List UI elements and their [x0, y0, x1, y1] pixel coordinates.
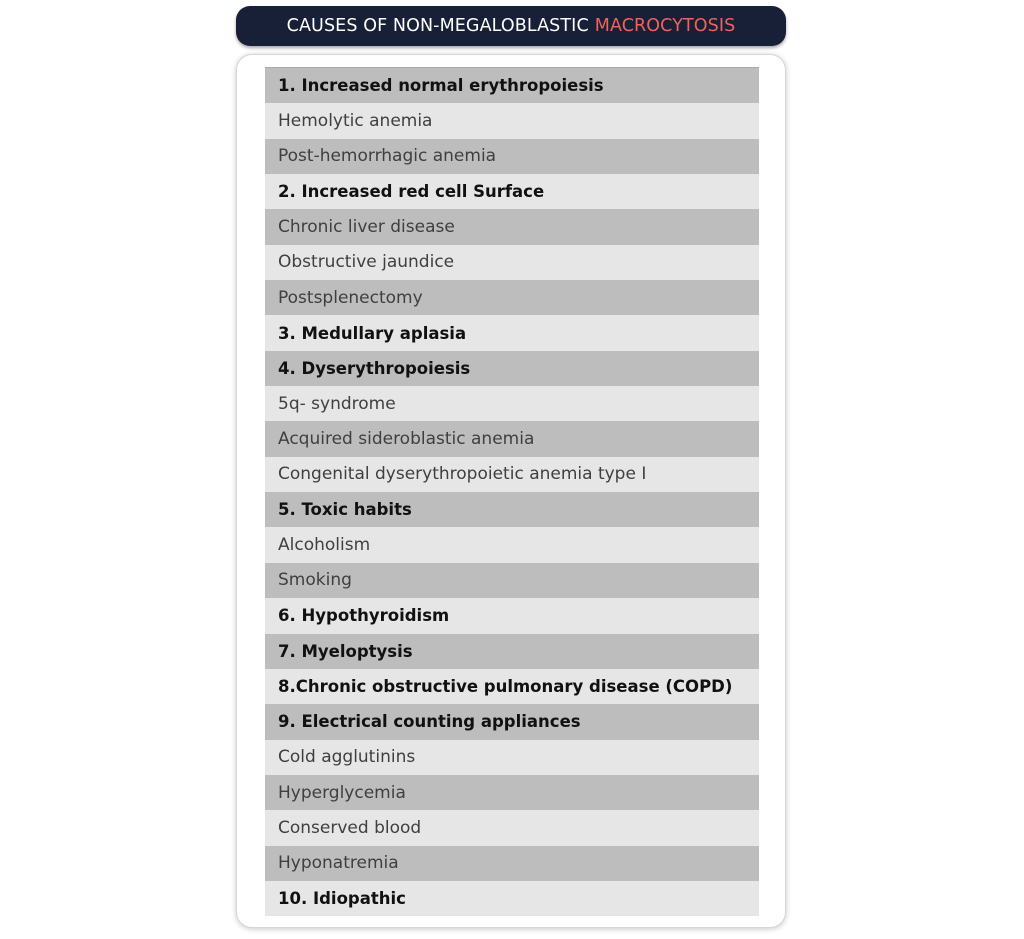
- row-text: 7. Myeloptysis: [278, 641, 413, 661]
- table-row-heading: [265, 598, 759, 633]
- table-row: [265, 563, 759, 598]
- table-row-heading: [265, 351, 759, 386]
- table-row-heading: [265, 492, 759, 527]
- row-text: Chronic liver disease: [278, 217, 455, 238]
- table-row: [265, 245, 759, 280]
- table-row: [265, 740, 759, 775]
- table-row-heading: [265, 669, 759, 704]
- row-text: Smoking: [278, 570, 352, 591]
- table-row-heading: [265, 315, 759, 350]
- row-text: 6. Hypothyroidism: [278, 606, 450, 626]
- row-text: 3. Medullary aplasia: [278, 323, 467, 343]
- table-row-heading: [265, 634, 759, 669]
- table-row: [265, 457, 759, 492]
- row-text: Postsplenectomy: [278, 287, 423, 308]
- table-row: [265, 139, 759, 174]
- row-text: Conserved blood: [278, 817, 422, 838]
- table-row: [265, 103, 759, 138]
- row-text: Post-hemorrhagic anemia: [278, 146, 497, 167]
- title-text: CAUSES OF NON-MEGALOBLASTIC: [286, 16, 589, 36]
- table-row: [265, 421, 759, 456]
- table-row-heading: [265, 174, 759, 209]
- table-row-heading: [265, 68, 759, 103]
- row-text: 2. Increased red cell Surface: [278, 182, 545, 202]
- table-row: [265, 386, 759, 421]
- row-text: 5q- syndrome: [278, 393, 396, 414]
- row-text: 4. Dyserythropoiesis: [278, 358, 471, 378]
- table-row: [265, 846, 759, 881]
- row-text: Hyperglycemia: [278, 782, 406, 803]
- row-text: Hyponatremia: [278, 853, 399, 874]
- table-row: [265, 280, 759, 315]
- table-row: [265, 775, 759, 810]
- table-row: [265, 810, 759, 845]
- row-text: Hemolytic anemia: [278, 111, 433, 132]
- title-banner: [236, 6, 786, 46]
- row-text: 1. Increased normal erythropoiesis: [278, 76, 604, 96]
- row-text: Obstructive jaundice: [278, 252, 455, 273]
- table-row-heading: [265, 881, 759, 916]
- row-text: Congenital dyserythropoietic anemia type I: [278, 464, 647, 485]
- row-text: Cold agglutinins: [278, 747, 416, 768]
- row-text: 9. Electrical counting appliances: [278, 712, 581, 732]
- table-row-heading: [265, 704, 759, 739]
- row-text: 8.Chronic obstructive pulmonary disease (COPD): [278, 677, 733, 697]
- title-accent-text: MACROCYTOSIS: [594, 16, 736, 36]
- row-text: Alcoholism: [278, 535, 371, 556]
- table-row: [265, 209, 759, 244]
- row-text: 10. Idiopathic: [278, 889, 406, 909]
- row-text: Acquired sideroblastic anemia: [278, 429, 535, 450]
- row-text: 5. Toxic habits: [278, 500, 412, 520]
- causes-table: [265, 67, 759, 916]
- table-row: [265, 527, 759, 562]
